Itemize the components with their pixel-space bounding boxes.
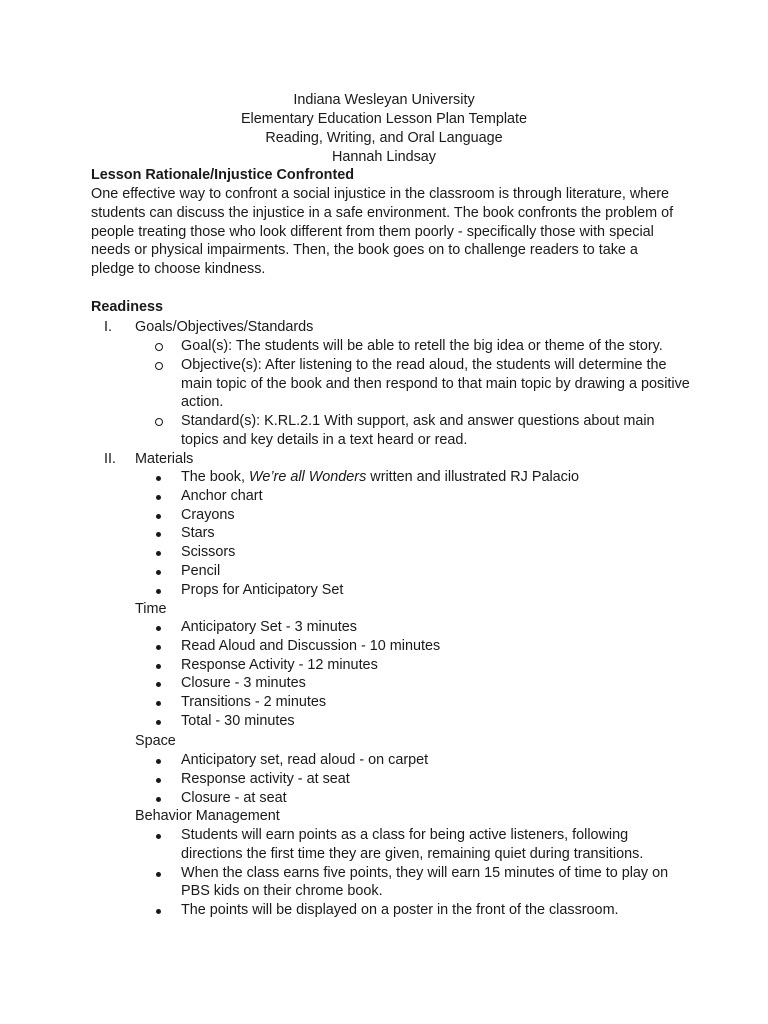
roman-numeral: II.	[104, 451, 116, 467]
time-text: Response Activity - 12 minutes	[181, 656, 378, 673]
author-name: Hannah Lindsay	[331, 148, 436, 165]
material-text: Stars	[181, 525, 215, 542]
material-item	[155, 543, 695, 562]
document-header	[0, 91, 768, 167]
materials-label: Materials	[135, 451, 194, 467]
time-item	[155, 693, 695, 712]
goal-item	[155, 337, 690, 356]
objective-text: Objective(s): After listening to the read aloud, the students will determine the main topic of the book and then respond to that main topic by drawing a positive action.	[181, 356, 690, 411]
time-item	[155, 656, 695, 675]
goals-label: Goals/Objectives/Standards	[135, 319, 314, 335]
dot-bullet-icon	[155, 901, 175, 920]
dot-bullet-icon	[155, 468, 175, 487]
materials-list	[155, 468, 695, 600]
dot-bullet-icon	[155, 562, 175, 581]
space-list	[155, 751, 695, 807]
time-list	[155, 618, 695, 731]
dot-bullet-icon	[155, 674, 175, 693]
time-text: Transitions - 2 minutes	[181, 694, 327, 711]
circle-bullet-icon	[155, 337, 175, 357]
time-text: Read Aloud and Discussion - 10 minutes	[181, 637, 441, 654]
standard-item	[155, 412, 690, 450]
space-text: Response activity - at seat	[181, 770, 350, 787]
material-item-book	[155, 468, 695, 487]
dot-bullet-icon	[155, 581, 175, 600]
dot-bullet-icon	[155, 712, 175, 731]
dot-bullet-icon	[155, 751, 175, 770]
material-text: Scissors	[181, 544, 236, 561]
behavior-text: The points will be displayed on a poster in the front of the classroom.	[181, 902, 619, 919]
material-item	[155, 506, 695, 525]
behavior-text: Students will earn points as a class for being active listeners, following directions the first time they are given, remaining quiet during transitions.	[181, 827, 644, 862]
readiness-heading: Readiness	[91, 299, 163, 315]
goal-text: Goal(s): The students will be able to retell the big idea or theme of the story.	[181, 338, 663, 354]
space-label: Space	[135, 733, 176, 749]
material-text: Crayons	[181, 506, 235, 523]
behavior-text: When the class earns five points, they will earn 15 minutes of time to play on PBS kids on their chrome book.	[181, 864, 669, 900]
time-item	[155, 637, 695, 656]
time-label: Time	[135, 601, 167, 617]
material-item	[155, 524, 695, 543]
objective-item	[155, 356, 690, 412]
circle-bullet-icon	[155, 412, 175, 432]
behavior-item	[155, 864, 680, 902]
space-item	[155, 770, 695, 789]
behavior-management-label: Behavior Management	[135, 808, 280, 824]
rationale-paragraph: One effective way to confront a social injustice in the classroom is through literature, where students can discuss the injustice in a safe environment. The book confronts the problem of people treating those who look different from them poorly - specifically those with special needs or physical impairments. Then, the book goes on to challenge readers to take a pledge to choose kindness.	[91, 186, 674, 278]
time-text: Total - 30 minutes	[181, 712, 295, 729]
book-title: We’re all Wonders	[249, 469, 367, 485]
dot-bullet-icon	[155, 543, 175, 562]
material-item	[155, 487, 695, 506]
behavior-item	[155, 901, 680, 920]
university-name: Indiana Wesleyan University	[293, 92, 475, 108]
material-item	[155, 581, 695, 600]
behavior-item	[155, 826, 680, 864]
dot-bullet-icon	[155, 618, 175, 637]
dot-bullet-icon	[155, 770, 175, 789]
material-item	[155, 562, 695, 581]
book-suffix: written and illustrated RJ Palacio	[366, 469, 580, 485]
standard-text: Standard(s): K.RL.2.1 With support, ask and answer questions about main topics and key details in a text heard or read.	[181, 413, 655, 448]
time-item	[155, 618, 695, 637]
space-item	[155, 751, 695, 770]
dot-bullet-icon	[155, 864, 175, 883]
time-item	[155, 712, 695, 731]
behavior-list	[155, 826, 680, 920]
dot-bullet-icon	[155, 487, 175, 506]
time-text: Closure - 3 minutes	[181, 675, 306, 692]
space-item	[155, 789, 695, 808]
time-item	[155, 674, 695, 693]
dot-bullet-icon	[155, 656, 175, 675]
material-text: Pencil	[181, 562, 221, 579]
dot-bullet-icon	[155, 524, 175, 543]
template-title: Elementary Education Lesson Plan Template	[240, 110, 528, 127]
goals-list	[155, 337, 690, 450]
dot-bullet-icon	[155, 637, 175, 656]
book-prefix: The book,	[181, 469, 249, 485]
material-text: Anchor chart	[181, 487, 263, 504]
roman-numeral: I.	[104, 319, 112, 335]
time-text: Anticipatory Set - 3 minutes	[181, 619, 357, 635]
dot-bullet-icon	[155, 506, 175, 525]
space-text: Anticipatory set, read aloud - on carpet	[181, 752, 429, 768]
circle-bullet-icon	[155, 356, 175, 376]
dot-bullet-icon	[155, 826, 175, 845]
space-text: Closure - at seat	[181, 789, 287, 806]
material-text: Props for Anticipatory Set	[181, 581, 344, 598]
dot-bullet-icon	[155, 789, 175, 808]
subject-title: Reading, Writing, and Oral Language	[265, 129, 503, 146]
rationale-heading: Lesson Rationale/Injustice Confronted	[91, 167, 355, 183]
dot-bullet-icon	[155, 693, 175, 712]
